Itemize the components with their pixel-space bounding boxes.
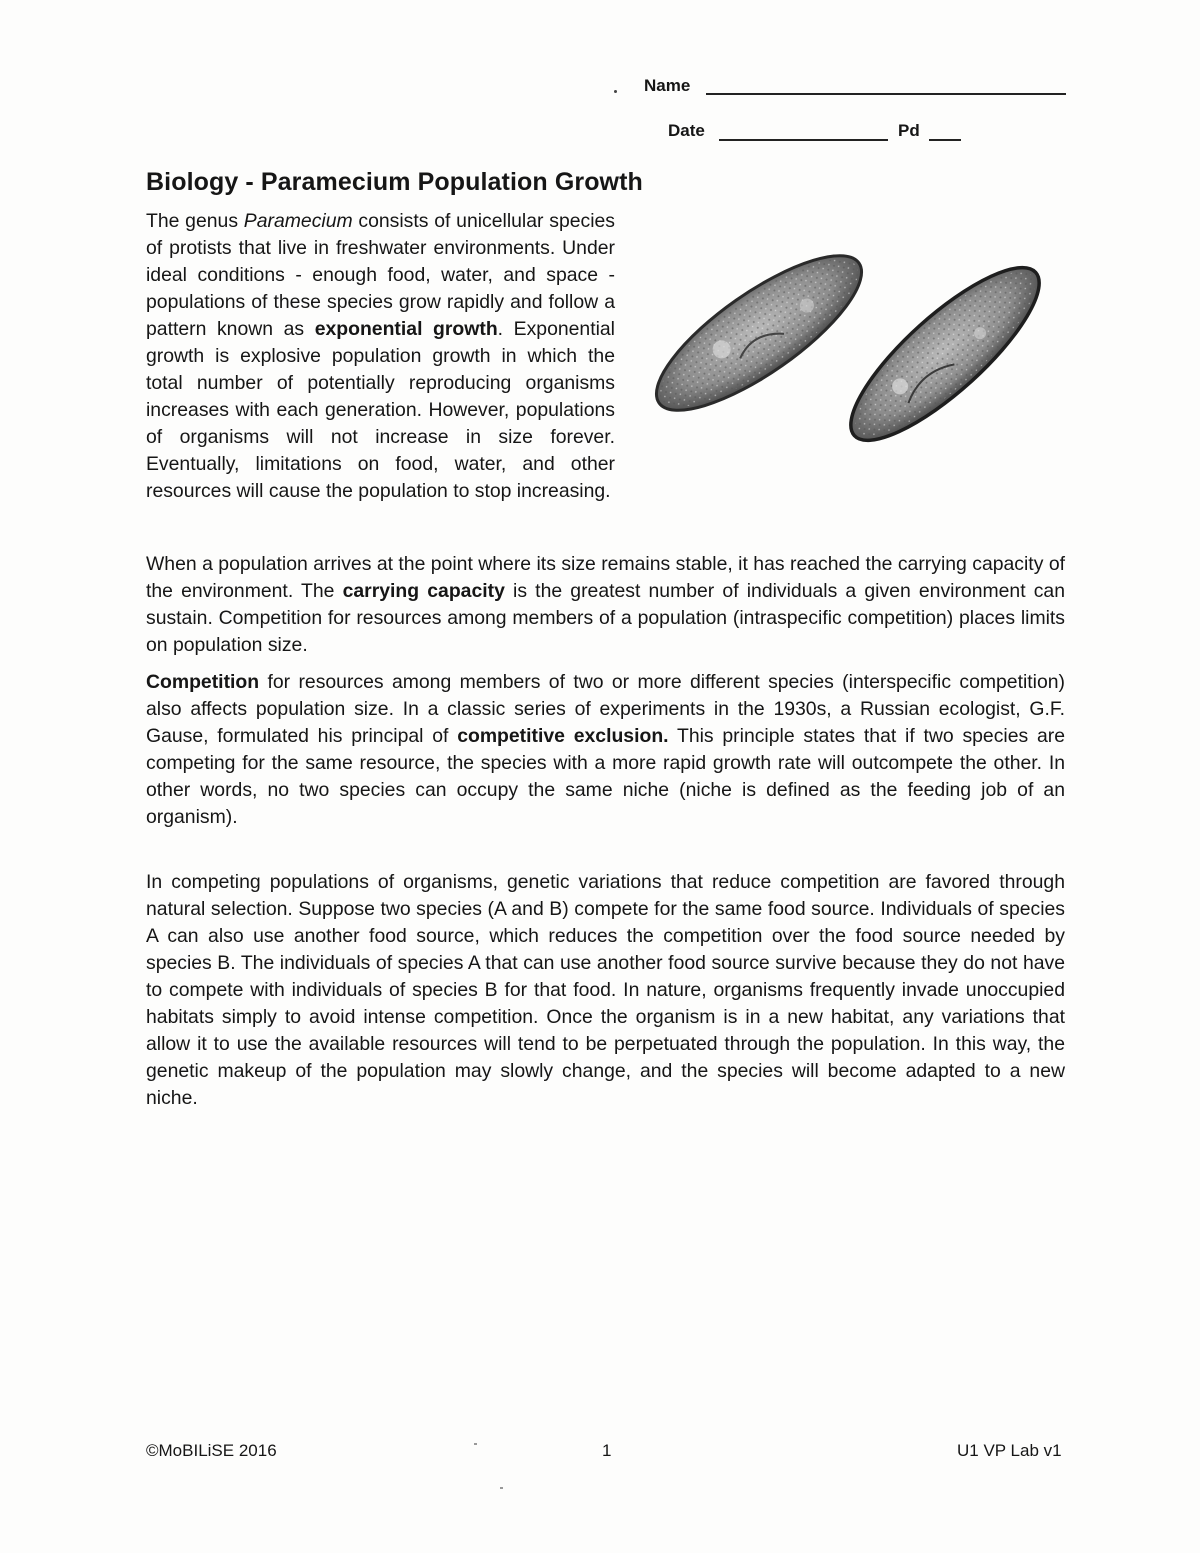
term-exponential-growth: exponential growth — [314, 318, 498, 340]
footer-version: U1 VP Lab v1 — [957, 1441, 1062, 1460]
pd-blank[interactable] — [929, 139, 961, 141]
name-label: Name — [644, 76, 691, 95]
date-label: Date — [668, 121, 705, 140]
para2-text-1: When a population arrives at the point where its size remains stable, it has reached the carrying capacity of the environment. The — [146, 553, 1065, 602]
paramecium-figure — [627, 208, 1065, 478]
footer-copyright: ©MoBILiSE 2016 — [146, 1441, 277, 1460]
paramecium-image — [627, 208, 1065, 478]
intro-text-2: consists of unicellular species of protists that live in freshwater environments. Under ideal conditions - enough food, water, and space - populations of these species grow rapidly and follow a pattern known as — [146, 210, 615, 340]
footer-page-number: 1 — [602, 1441, 612, 1460]
scan-mark — [500, 1487, 503, 1489]
pd-label: Pd — [898, 121, 920, 140]
term-competition: Competition — [146, 671, 260, 693]
intro-text-3: . Exponential growth is explosive population growth in which the total number of potentially reproducing organisms increases with each generation. However, populations of organisms will not increase in size forever. Eventually, limitations on food, water, and other resources will cause the population to stop increasing. — [146, 318, 615, 502]
term-carrying-capacity: carrying capacity — [342, 580, 505, 602]
genus-name: Paramecium — [243, 210, 353, 232]
term-competitive-exclusion: competitive exclusion. — [457, 725, 669, 747]
natural-selection-paragraph: In competing populations of organisms, genetic variations that reduce competition are favored through natural selection. Suppose two species (A and B) compete for the same food source. Individuals of species A can also use another food source, which reduces the competition over the food source needed by species B. The individuals of species A that can use another food source survive because they do not have to compete with individuals of species B for that food. In nature, organisms frequently invade unoccupied habitats simply to avoid intense competition. Once the organism is in a new habitat, any variations that allow it to use the available resources will tend to be perpetuated through the population. In this way, the genetic makeup of the population may slowly change, and the species will become adapted to a new niche. — [146, 871, 1065, 1109]
stray-mark — [614, 90, 617, 93]
intro-text-1: The genus — [146, 210, 244, 232]
carrying-capacity-paragraph — [146, 551, 1065, 659]
intro-paragraph — [146, 208, 1065, 505]
name-blank[interactable] — [706, 93, 1066, 95]
page-title: Biology - Paramecium Population Growth — [146, 168, 643, 196]
para3-text-2: This principle states that if two species are competing for the same resource, the species with a more rapid growth rate will outcompete the other. In other words, no two species can occupy the same niche (niche is defined as the feeding job of an organism). — [146, 725, 1065, 828]
para3-text-1: for resources among members of two or more different species (interspecific competition) also affects population size. In a classic series of experiments in the 1930s, a Russian ecologist, G.F. Gause, formulated his principal of — [146, 671, 1065, 747]
scan-mark — [474, 1443, 477, 1445]
para2-text-2: is the greatest number of individuals a given environment can sustain. Competition for resources among members of a population (intraspecific competition) places limits on population size. — [146, 580, 1065, 656]
competition-paragraph — [146, 669, 1065, 831]
date-blank[interactable] — [719, 139, 888, 141]
